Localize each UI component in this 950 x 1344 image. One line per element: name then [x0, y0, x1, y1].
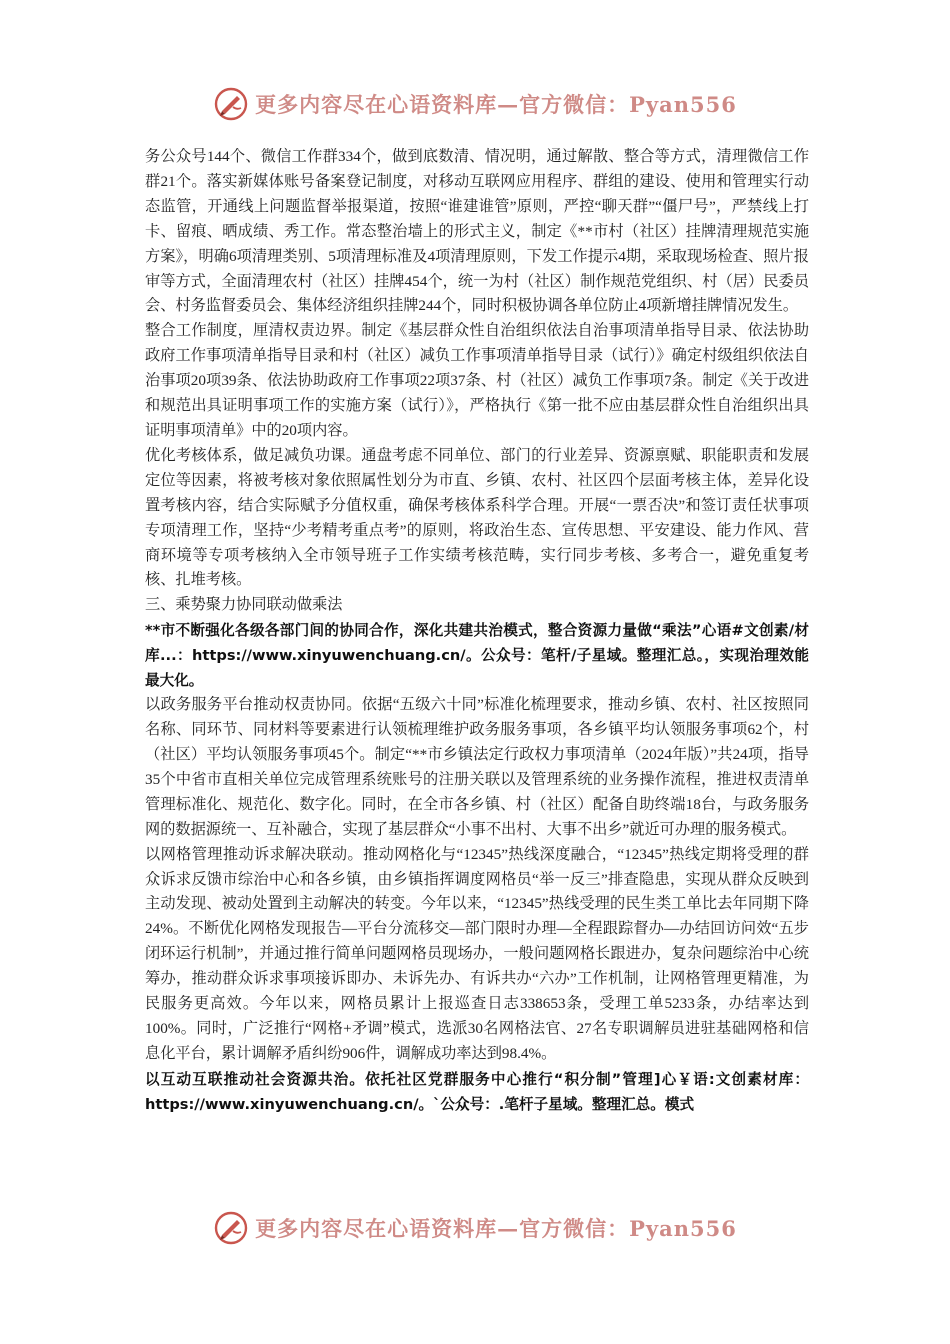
- paragraph-1: 务公众号144个、微信工作群334个，做到底数清、情况明，通过解散、整合等方式，清理微信工作群21个。落实新媒体账号备案登记制度，对移动互联网应用程序、群组的建设、使用和管理实行动态监管，开通线上问题监督举报渠道，按照“谁建谁管”原则，严控“聊天群”“僵尸号”，严禁线上打卡、留痕、晒成绩、秀工作。常态整治墙上的形式主义，制定《**市村（社区）挂牌清理规范实施方案》，明确6项清理类别、5项清理标准及4项清理原则，下发工作提示4期，采取现场检查、照片报审等方式，全面清理农村（社区）挂牌454个，统一为村（社区）制作规范党组织、村（居）民委员会、村务监督委员会、集体经济组织挂牌244个，同时积极协调各单位防止4项新增挂牌情况发生。: [145, 148, 809, 315]
- pen-logo-icon: [213, 86, 249, 122]
- footer-banner: [0, 1208, 950, 1248]
- section-heading: 三、乘势聚力协同联动做乘法: [145, 596, 343, 614]
- paragraph-3: 优化考核体系，做足减负功课。通盘考虑不同单位、部门的行业差异、资源禀赋、职能职责和发展定位等因素，将被考核对象依照属性划分为市直、乡镇、农村、社区四个层面考核主体，差异化设置考核内容，结合实际赋予分值权重，确保考核体系科学合理。开展“一票否决”和签订责任状事项专项清理工作，坚持“少考精考重点考”的原则，将政治生态、宣传思想、平安建设、能力作风、营商环境等专项考核纳入全市领导班子工作实绩考核范畴，实行同步考核、多考合一，避免重复考核、扎堆考核。: [145, 446, 809, 589]
- body-text: [145, 145, 809, 1117]
- paragraph-5: 以网格管理推动诉求解决联动。推动网格化与“12345”热线深度融合，“12345”热线定期将受理的群众诉求反馈市综治中心和各乡镇，由乡镇指挥调度网格员“举一反三”排查隐患，实现从群众反映到主动发现、被动处置到主动解决的转变。今年以来，“12345”热线受理的民生类工单比去年同期下降24%。不断优化网格发现报告—平台分流移交—部门限时办理—全程跟踪督办—办结回访问效“五步闭环运行机制”，并通过推行简单问题网格员现场办，一般问题网格长跟进办，复杂问题综治中心统筹办，推动群众诉求事项接诉即办、未诉先办、有诉共办“六办”工作机制，让网格管理更精准，为民服务更高效。今年以来，网格员累计上报巡查日志338653条，受理工单5233条，办结率达到100%。同时，广泛推行“网格+矛调”模式，选派30名网格法官、27名专职调解员进驻基础网格和信息化平台，累计调解矛盾纠纷906件，调解成功率达到98.4%。: [145, 845, 809, 1062]
- paragraph-4: 以政务服务平台推动权责协同。依据“五级六十同”标准化梳理要求，推动乡镇、农村、社区按照同名称、同环节、同材料等要素进行认领梳理维护政务服务事项，各乡镇平均认领服务事项62个，村（社区）平均认领服务事项45个。制定“**市乡镇法定行政权力事项清单（2024年版）”共24项，指导35个中省市直相关单位完成管理系统账号的注册关联以及管理系统的业务操作流程，推进权责清单管理标准化、规范化、数字化。同时，在全市各乡镇、村（社区）配备自助终端18台，与政务服务网的数据源统一、互补融合，实现了基层群众“小事不出村、大事不出乡”就近可办理的服务模式。: [145, 696, 809, 838]
- watermark-paragraph-1: **市不断强化各级各部门间的协同合作，深化共建共治模式，整合资源力量做“乘法”心语#文创素/材库...：https://www.xinyuwenchuang.cn/。公众号：笔杆/子星域。整理汇总。，实现治理效能最大化。: [145, 622, 809, 690]
- header-banner: [0, 84, 950, 124]
- paragraph-2: 整合工作制度，厘清权责边界。制定《基层群众性自治组织依法自治事项清单指导目录、依法协助政府工作事项清单指导目录和村（社区）减负工作事项清单指导目录（试行）》确定村级组织依法自治事项20项39条、依法协助政府工作事项22项37条、村（社区）减负工作事项7条。制定《关于改进和规范出具证明事项工作的实施方案（试行）》，严格执行《第一批不应由基层群众性自治组织出具证明事项清单》中的20项内容。: [145, 322, 809, 439]
- pen-logo-icon: [213, 1210, 249, 1246]
- watermark-paragraph-2: 以互动互联推动社会资源共治。依托社区党群服务中心推行“积分制”管理]心￥语:文创素材库：https://www.xinyuwenchuang.cn/。`公众号：.笔杆子星域。整理汇总。模式: [145, 1070, 809, 1113]
- banner-text: 更多内容尽在心语资料库—官方微信：Pyan556: [255, 92, 737, 117]
- banner-text: 更多内容尽在心语资料库—官方微信：Pyan556: [255, 1216, 737, 1241]
